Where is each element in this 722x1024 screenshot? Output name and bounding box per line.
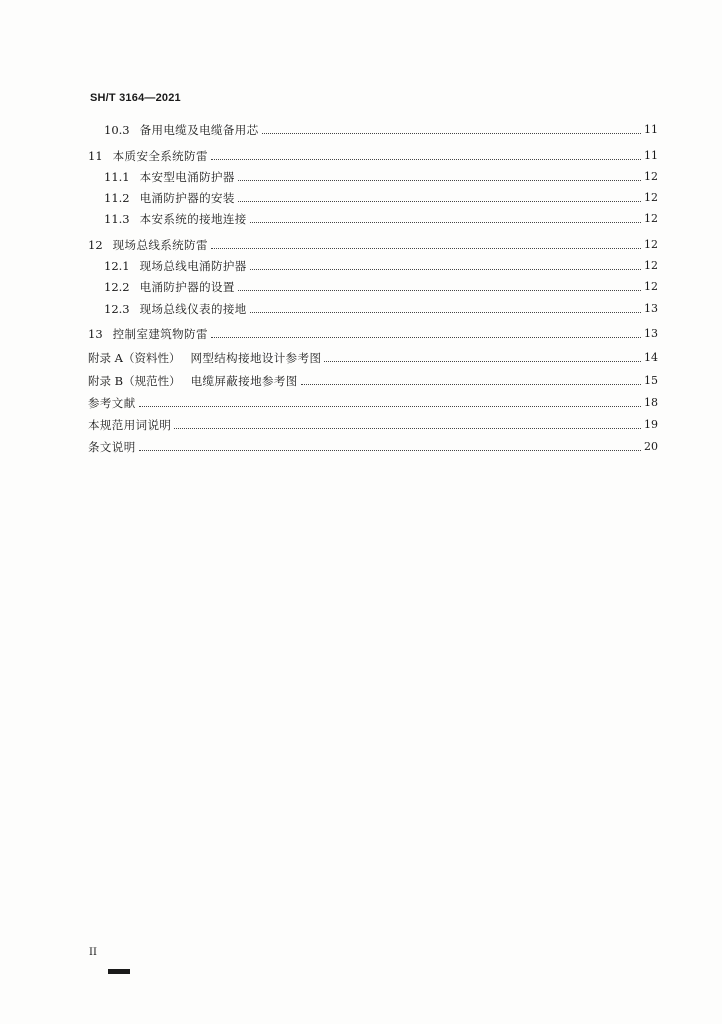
toc-entry-title: 网型结构接地设计参考图 xyxy=(190,351,322,366)
toc-entry[interactable] xyxy=(88,116,658,137)
toc-entry-title: 电缆屏蔽接地参考图 xyxy=(190,373,298,388)
toc-entry-number: 11.3 xyxy=(104,212,130,227)
toc-leader-dots xyxy=(238,201,641,202)
toc-entry-page: 15 xyxy=(644,373,658,387)
toc-entry-page: 14 xyxy=(644,351,658,365)
toc-entry-title: 参考文献 xyxy=(88,395,136,410)
toc-entry[interactable] xyxy=(88,141,658,162)
toc-leader-dots xyxy=(250,222,641,223)
document-code: SH/T 3164—2021 xyxy=(90,92,181,104)
toc-leader-dots xyxy=(238,180,641,181)
toc-entry-page: 12 xyxy=(644,237,658,251)
toc-leader-dots xyxy=(250,312,641,313)
toc-leader-dots xyxy=(211,159,641,160)
toc-entry-title: 本规范用词说明 xyxy=(88,418,172,433)
toc-leader-dots xyxy=(174,428,641,429)
toc-entry[interactable] xyxy=(88,320,658,341)
toc-leader-dots xyxy=(139,450,641,451)
toc-leader-dots xyxy=(211,337,641,338)
toc-entry[interactable] xyxy=(88,230,658,251)
toc-entry-title: 现场总线系统防雷 xyxy=(112,237,208,252)
toc-entry-page: 12 xyxy=(644,280,658,294)
toc-leader-dots xyxy=(301,384,641,385)
toc-entry-title: 电涌防护器的安装 xyxy=(139,191,235,206)
toc-entry-title: 条文说明 xyxy=(88,440,136,455)
toc-entry-page: 19 xyxy=(644,418,658,432)
toc-entry-number: 12.1 xyxy=(104,259,130,274)
toc-entry-page: 11 xyxy=(644,148,658,162)
toc-entry-number: 12 xyxy=(88,237,103,252)
table-of-contents xyxy=(88,116,658,454)
toc-entry-page: 12 xyxy=(644,212,658,226)
toc-leader-dots xyxy=(324,361,641,362)
toc-entry-title: 现场总线仪表的接地 xyxy=(139,301,247,316)
toc-entry-title: 本质安全系统防雷 xyxy=(112,148,208,163)
toc-entry[interactable] xyxy=(88,366,658,387)
toc-leader-dots xyxy=(238,290,641,291)
toc-entry[interactable] xyxy=(88,389,658,410)
toc-entry-page: 13 xyxy=(644,326,658,340)
toc-entry-page: 13 xyxy=(644,301,658,315)
toc-entry-title: 本安型电涌防护器 xyxy=(139,169,235,184)
toc-entry[interactable] xyxy=(88,163,658,184)
toc-entry-page: 20 xyxy=(644,440,658,454)
toc-entry-page: 12 xyxy=(644,191,658,205)
toc-entry-number: 11 xyxy=(88,148,103,163)
toc-entry[interactable] xyxy=(88,411,658,432)
toc-entry-number: 12.3 xyxy=(104,301,130,316)
toc-entry[interactable] xyxy=(88,184,658,205)
toc-entry[interactable] xyxy=(88,252,658,273)
toc-entry-page: 12 xyxy=(644,169,658,183)
toc-entry[interactable] xyxy=(88,344,658,365)
toc-entry-title: 备用电缆及电缆备用芯 xyxy=(139,123,259,138)
toc-entry[interactable] xyxy=(88,294,658,315)
toc-entry-number: 11.1 xyxy=(104,169,130,184)
toc-entry[interactable] xyxy=(88,273,658,294)
toc-entry-number: 10.3 xyxy=(104,123,130,138)
toc-entry-page: 11 xyxy=(644,123,658,137)
footer-bar xyxy=(108,969,130,974)
toc-entry[interactable] xyxy=(88,205,658,226)
toc-entry-number: 附录 A（资料性） xyxy=(88,351,181,366)
toc-entry-number: 12.2 xyxy=(104,280,130,295)
toc-entry-number: 附录 B（规范性） xyxy=(88,373,181,388)
page-number: II xyxy=(89,947,97,958)
toc-leader-dots xyxy=(139,406,641,407)
toc-entry-title: 现场总线电涌防护器 xyxy=(139,259,247,274)
toc-entry-page: 18 xyxy=(644,395,658,409)
toc-entry-title: 本安系统的接地连接 xyxy=(139,212,247,227)
toc-entry-number: 11.2 xyxy=(104,191,130,206)
toc-entry-number: 13 xyxy=(88,326,103,341)
toc-leader-dots xyxy=(262,133,641,134)
toc-entry-page: 12 xyxy=(644,259,658,273)
toc-leader-dots xyxy=(250,269,641,270)
toc-entry[interactable] xyxy=(88,433,658,454)
toc-entry-title: 控制室建筑物防雷 xyxy=(112,326,208,341)
toc-entry-title: 电涌防护器的设置 xyxy=(139,280,235,295)
toc-leader-dots xyxy=(211,248,641,249)
